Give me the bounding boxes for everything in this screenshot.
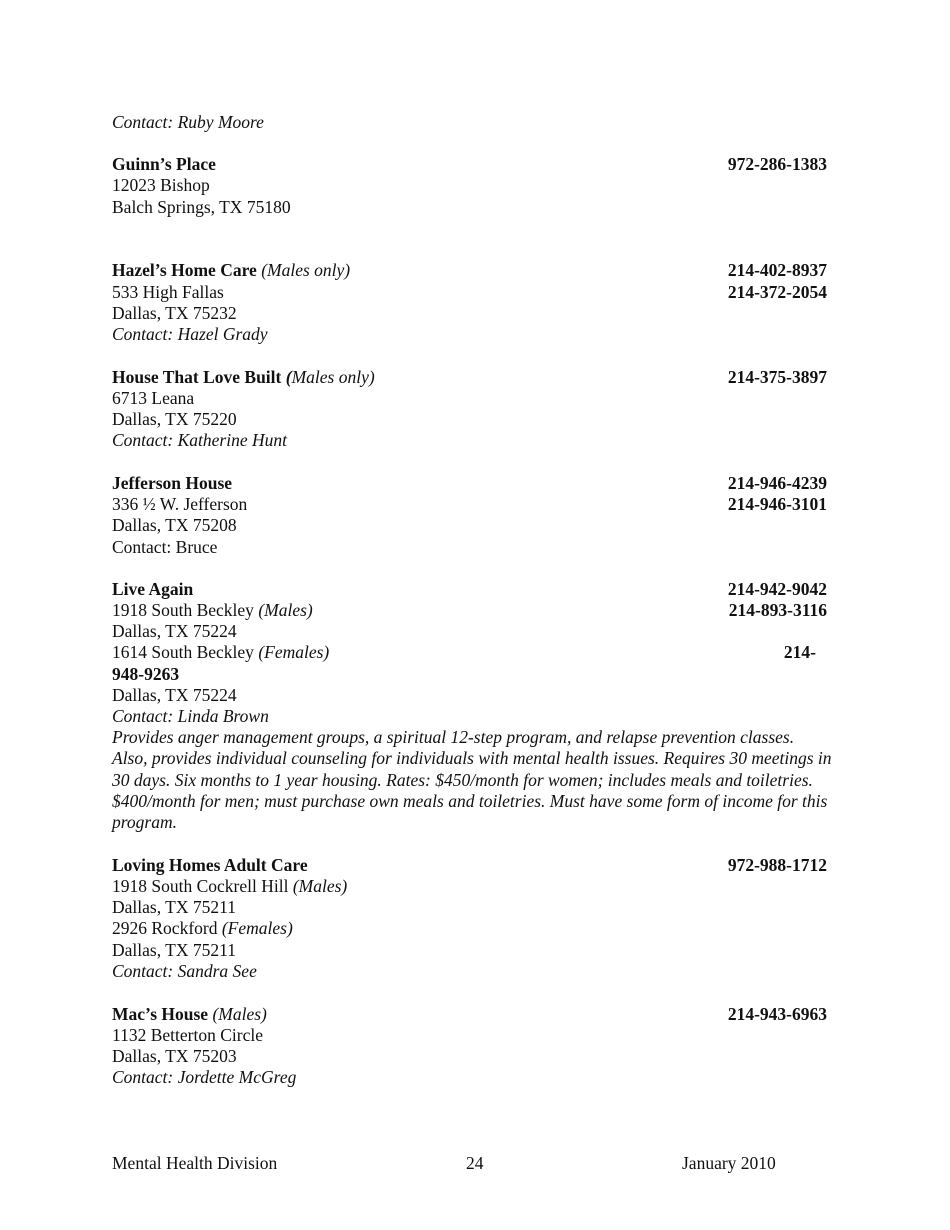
address-guinns: 12023 Bishop	[112, 175, 210, 195]
phone-live-again-3a: 214-	[783, 642, 816, 662]
city-guinns: Balch Springs, TX 75180	[112, 197, 291, 217]
entry-name-house-love: House That Love Built	[112, 367, 282, 387]
address-live-again-2-note: (Females)	[258, 642, 330, 662]
entry-name-hazels: Hazel’s Home Care	[112, 260, 257, 280]
phone-live-again-1: 214-942-9042	[727, 579, 827, 599]
city-macs: Dallas, TX 75203	[112, 1046, 237, 1066]
address-loving-homes-1-note: (Males)	[292, 876, 348, 896]
entry-name-macs: Mac’s House	[112, 1004, 209, 1024]
address-live-again-1	[112, 600, 313, 621]
entry-note-macs: (Males)	[212, 1004, 267, 1024]
address-loving-homes-2-street: 2926 Rockford	[112, 918, 218, 938]
contact-house-love: Contact: Katherine Hunt	[112, 430, 287, 450]
contact-live-again: Contact: Linda Brown	[112, 706, 269, 726]
phone-hazels-2: 214-372-2054	[727, 282, 827, 302]
phone-loving-homes-1: 972-988-1712	[727, 855, 827, 875]
phone-hazels-1: 214-402-8937	[727, 260, 827, 280]
entry-name-loving-homes: Loving Homes Adult Care	[112, 855, 308, 875]
phone-live-again-2: 214-893-3116	[728, 600, 827, 620]
entry-note-house-love: Males only)	[291, 367, 375, 387]
entry-name-jefferson: Jefferson House	[112, 473, 233, 493]
entry-heading-house-love	[112, 367, 375, 388]
entry-heading-hazels	[112, 260, 350, 281]
city-live-again-1: Dallas, TX 75224	[112, 621, 237, 641]
footer-division: Mental Health Division	[112, 1153, 278, 1173]
entry-note-paren-house-love: (	[285, 367, 292, 387]
address-hazels: 533 High Fallas	[112, 282, 224, 302]
city-jefferson: Dallas, TX 75208	[112, 515, 237, 535]
contact-loving-homes: Contact: Sandra See	[112, 961, 257, 981]
top-contact: Contact: Ruby Moore	[112, 112, 264, 132]
address-house-love: 6713 Leana	[112, 388, 195, 408]
address-live-again-1-note: (Males)	[258, 600, 313, 620]
phone-jefferson-1: 214-946-4239	[727, 473, 827, 493]
contact-macs: Contact: Jordette McGreg	[112, 1067, 297, 1087]
phone-live-again-3b: 948-9263	[112, 664, 180, 684]
entry-name-live-again: Live Again	[112, 579, 194, 599]
entry-heading-macs	[112, 1004, 267, 1025]
contact-hazels: Contact: Hazel Grady	[112, 324, 268, 344]
contact-jefferson: Contact: Bruce	[112, 537, 218, 557]
address-loving-homes-1	[112, 876, 347, 897]
phone-guinns-1: 972-286-1383	[727, 154, 827, 174]
footer-date: January 2010	[682, 1153, 776, 1173]
entry-note-hazels: (Males only)	[261, 260, 351, 280]
address-loving-homes-2	[112, 918, 293, 939]
phone-jefferson-2: 214-946-3101	[727, 494, 827, 514]
description-live-again: Provides anger management groups, a spiritual 12-step program, and relapse prevention classes. Also, provides individual counseling for individuals with mental health issues. Requires 30 meetings in 30 days. Six months to 1 year housing. Rates: $450/month for women; includes meals and toiletries. $400/month for men; must purchase own meals and toiletries. Must have some form of income for this program.	[112, 727, 832, 833]
address-loving-homes-1-street: 1918 South Cockrell Hill	[112, 876, 289, 896]
address-jefferson: 336 ½ W. Jefferson	[112, 494, 248, 514]
address-loving-homes-2-note: (Females)	[221, 918, 293, 938]
city-loving-homes-2: Dallas, TX 75211	[112, 940, 236, 960]
city-house-love: Dallas, TX 75220	[112, 409, 237, 429]
footer-page-number: 24	[466, 1153, 484, 1173]
address-live-again-2-street: 1614 South Beckley	[112, 642, 254, 662]
entry-name-guinns: Guinn’s Place	[112, 154, 216, 174]
city-hazels: Dallas, TX 75232	[112, 303, 237, 323]
address-live-again-1-street: 1918 South Beckley	[112, 600, 254, 620]
city-live-again-2: Dallas, TX 75224	[112, 685, 237, 705]
address-live-again-2	[112, 642, 329, 663]
city-loving-homes-1: Dallas, TX 75211	[112, 897, 236, 917]
phone-house-love-1: 214-375-3897	[727, 367, 827, 387]
address-macs: 1132 Betterton Circle	[112, 1025, 263, 1045]
phone-macs-1: 214-943-6963	[727, 1004, 827, 1024]
